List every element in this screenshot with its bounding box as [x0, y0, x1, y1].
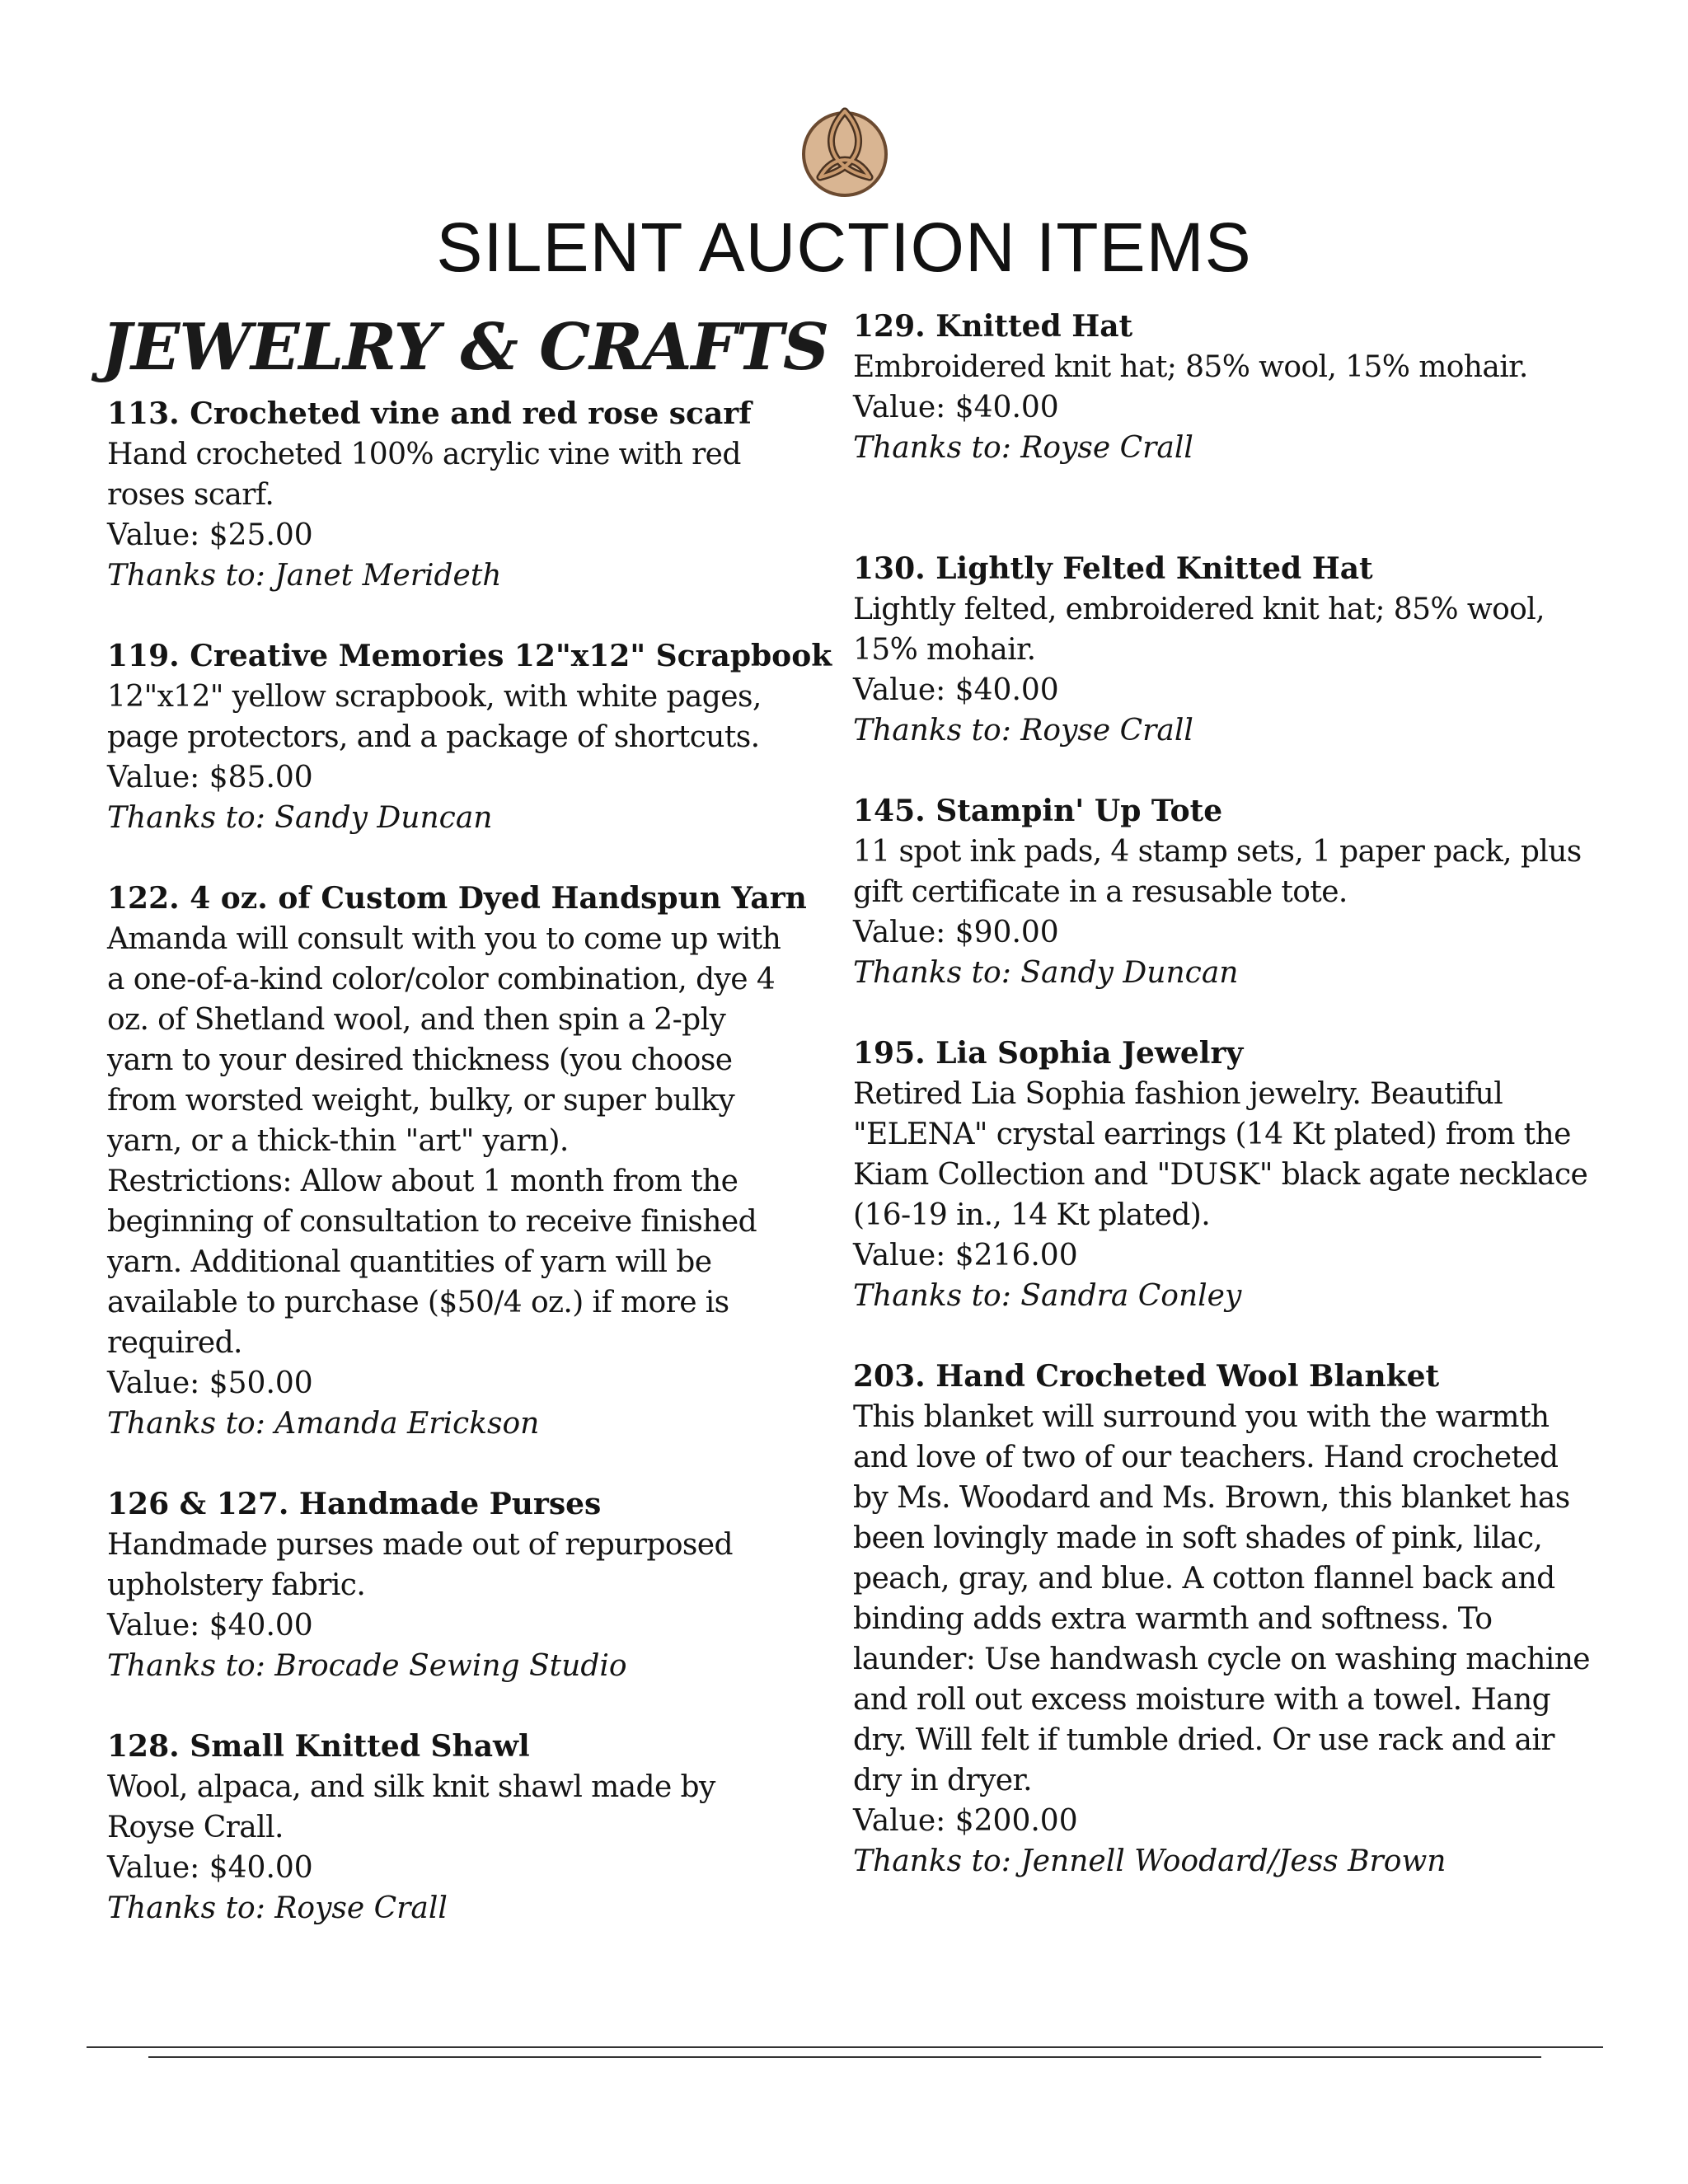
- item-title: 195. Lia Sophia Jewelry: [853, 1036, 1244, 1071]
- item-title: 126 & 127. Handmade Purses: [107, 1487, 602, 1521]
- item-donor: Thanks to: Royse Crall: [107, 1891, 448, 1925]
- item-value: Value: $216.00: [853, 1239, 1078, 1272]
- item-description: Amanda will consult with you to come up with a one-of-a-kind color/color combination, dye 4 oz. of Shetland wool, and then spin a 2-ply yarn to your desired thickness (you choose from worsted weight, bulky, or super bulky yarn, or a thick-thin "art" yarn).: [107, 922, 781, 1158]
- item-title: 128. Small Knitted Shawl: [107, 1729, 530, 1764]
- item-description: This blanket will surround you with the warmth and love of two of our teachers. Hand crocheted by Ms. Woodard and Ms. Brown, this blanket has been lovingly made in soft shades of pink, lilac, peach, gray, and blue. A cotton flannel back and binding adds extra warmth and softness. To launder: Use handwash cycle on washing machine and roll out excess moisture with a towel. Hang dry. Will felt if tumble dried. Or use rack and air dry in dryer.: [853, 1400, 1591, 1797]
- auction-item: [853, 1033, 1595, 1316]
- item-value: Value: $85.00: [107, 761, 313, 794]
- item-description: Retired Lia Sophia fashion jewelry. Beautiful "ELENA" crystal earrings (14 Kt plated) from the Kiam Collection and "DUSK" black agate necklace (16-19 in., 14 Kt plated).: [853, 1077, 1588, 1232]
- item-title: 130. Lightly Felted Knitted Hat: [853, 551, 1373, 586]
- item-donor: Thanks to: Royse Crall: [853, 431, 1193, 465]
- auction-item: [107, 879, 807, 1444]
- auction-item: [107, 1727, 799, 1929]
- footer-divider: [148, 2056, 1541, 2058]
- auction-item: [853, 791, 1595, 993]
- item-value: Value: $200.00: [853, 1804, 1078, 1838]
- item-value: Value: $40.00: [107, 1609, 313, 1643]
- item-title: 113. Crocheted vine and red rose scarf: [107, 396, 752, 431]
- item-donor: Thanks to: Janet Merideth: [107, 559, 502, 593]
- auction-item: [853, 1357, 1595, 1882]
- item-donor: Thanks to: Jennell Woodard/Jess Brown: [853, 1844, 1447, 1878]
- celtic-triquetra-icon: [795, 103, 894, 200]
- right-column: [853, 307, 1595, 1922]
- item-description: Embroidered knit hat; 85% wool, 15% mohair.: [853, 350, 1528, 384]
- item-value: Value: $90.00: [853, 916, 1059, 949]
- section-heading: JEWELRY & CRAFTS: [101, 310, 829, 385]
- item-value: Value: $40.00: [853, 391, 1059, 424]
- auction-item: [107, 1484, 799, 1686]
- left-column: [107, 394, 832, 1969]
- item-title: 145. Stampin' Up Tote: [853, 794, 1223, 828]
- auction-item: [107, 394, 799, 596]
- auction-item: [107, 636, 832, 838]
- item-donor: Thanks to: Amanda Erickson: [107, 1407, 540, 1441]
- item-description: Lightly felted, embroidered knit hat; 85% wool, 15% mohair.: [853, 593, 1545, 667]
- item-title: 129. Knitted Hat: [853, 309, 1133, 344]
- item-value: Value: $50.00: [107, 1366, 313, 1400]
- item-donor: Thanks to: Sandy Duncan: [853, 956, 1239, 990]
- item-description: 12"x12" yellow scrapbook, with white pages, page protectors, and a package of shortcuts.: [107, 680, 762, 754]
- auction-item: [853, 307, 1595, 468]
- item-restrictions: Restrictions: Allow about 1 month from the beginning of consultation to receive finished yarn. Additional quantities of yarn will be available to purchase ($50/4 oz.) if more is required.: [107, 1165, 757, 1360]
- item-title: 203. Hand Crocheted Wool Blanket: [853, 1359, 1440, 1394]
- item-description: Handmade purses made out of repurposed upholstery fabric.: [107, 1528, 733, 1602]
- item-donor: Thanks to: Brocade Sewing Studio: [107, 1649, 627, 1683]
- item-donor: Thanks to: Sandra Conley: [853, 1279, 1242, 1313]
- item-description: Hand crocheted 100% acrylic vine with red roses scarf.: [107, 438, 741, 512]
- item-value: Value: $25.00: [107, 518, 313, 552]
- page-title: SILENT AUCTION ITEMS: [436, 209, 1252, 286]
- item-value: Value: $40.00: [107, 1851, 313, 1885]
- item-description: Wool, alpaca, and silk knit shawl made by Royse Crall.: [107, 1770, 715, 1844]
- footer-divider: [87, 2046, 1603, 2048]
- item-title: 122. 4 oz. of Custom Dyed Handspun Yarn: [107, 881, 807, 916]
- item-donor: Thanks to: Royse Crall: [853, 714, 1193, 748]
- item-description: 11 spot ink pads, 4 stamp sets, 1 paper pack, plus gift certificate in a resusable tote.: [853, 835, 1582, 909]
- item-value: Value: $40.00: [853, 673, 1059, 707]
- auction-item: [853, 549, 1595, 751]
- item-title: 119. Creative Memories 12"x12" Scrapbook: [107, 639, 832, 673]
- item-donor: Thanks to: Sandy Duncan: [107, 801, 493, 835]
